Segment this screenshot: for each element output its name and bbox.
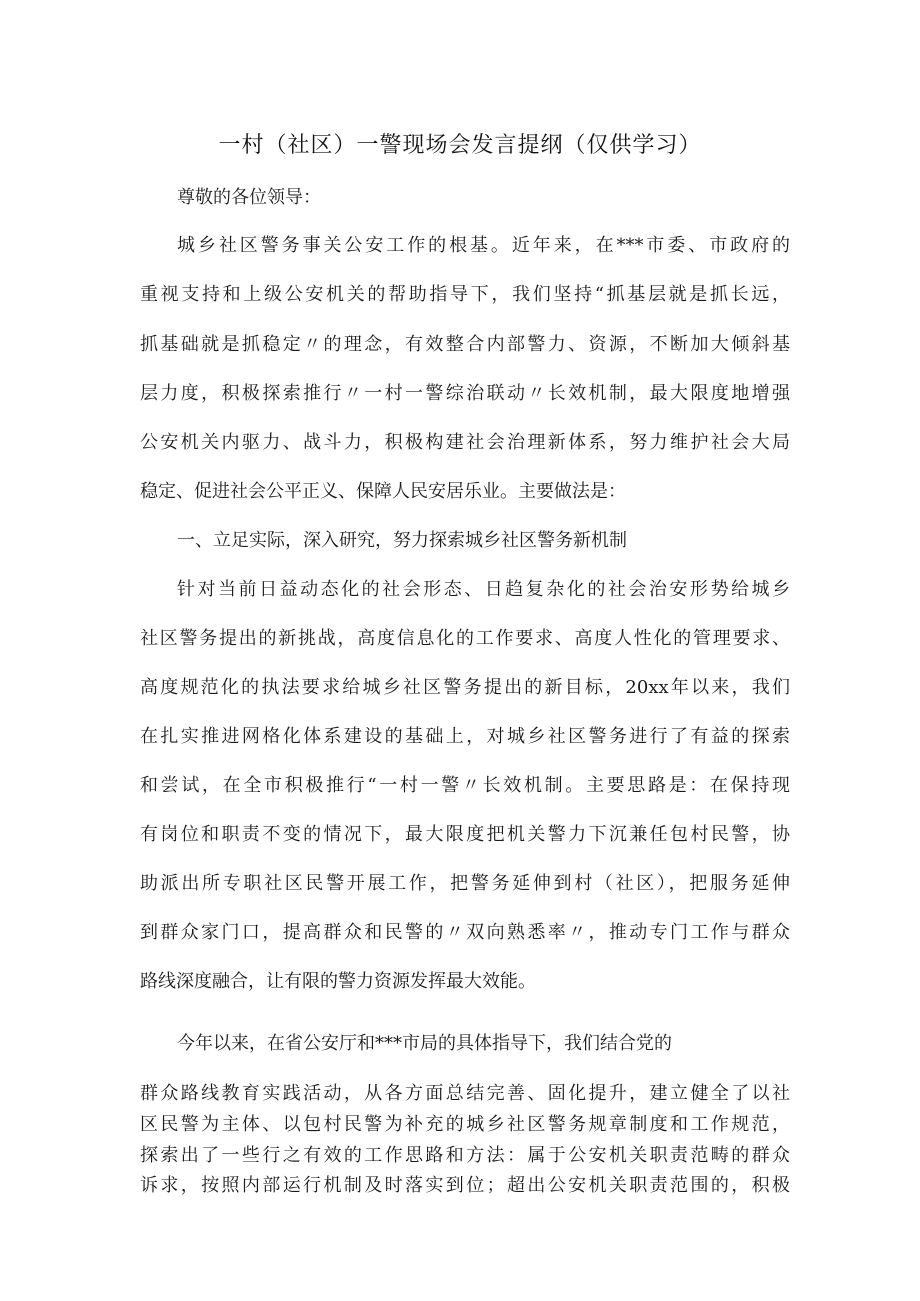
paragraph-3-line-4: 探索出了一些行之有效的工作思路和方法：属于公安机关职责范畴的群众 xyxy=(140,1145,790,1166)
salutation: 尊敬的各位领导： xyxy=(177,187,321,208)
paragraph-2-line-3: 高度规范化的执法要求给城乡社区警务提出的新目标，20xx年以来，我们 xyxy=(140,677,790,698)
section-heading-1: 一、立足实际，深入研究，努力探索城乡社区警务新机制 xyxy=(177,530,627,551)
paragraph-1-line-6: 稳定、促进社会公平正义、保障人民安居乐业。主要做法是： xyxy=(140,481,626,502)
paragraph-2-line-8: 到群众家门口，提高群众和民警的〃双向熟悉率〃，推动专门工作与群众 xyxy=(140,922,790,943)
paragraph-3-line-3: 区民警为主体、以包村民警为补充的城乡社区警务规章制度和工作规范， xyxy=(140,1114,790,1135)
paragraph-1-line-5: 公安机关内驱力、战斗力，积极构建社会治理新体系，努力维护社会大局 xyxy=(140,432,790,453)
paragraph-1-line-3: 抓基础就是抓稳定〃的理念，有效整合内部警力、资源，不断加大倾斜基 xyxy=(140,334,790,355)
paragraph-2-line-6: 有岗位和职责不变的情况下，最大限度把机关警力下沉兼任包村民警，协 xyxy=(140,824,790,845)
document-title: 一村（社区）一警现场会发言提纲（仅供学习） xyxy=(218,133,702,158)
paragraph-2-line-4: 在扎实推进网格化体系建设的基础上，对城乡社区警务进行了有益的探索 xyxy=(140,726,790,747)
paragraph-2-line-9: 路线深度融合，让有限的警力资源发挥最大效能。 xyxy=(140,971,536,992)
paragraph-3-line-5: 诉求，按照内部运行机制及时落实到位；超出公安机关职责范围的，积极 xyxy=(140,1175,790,1196)
paragraph-1-line-1: 城乡社区警务事关公安工作的根基。近年来，在***市委、市政府的 xyxy=(177,235,790,256)
paragraph-2-line-5: 和尝试，在全市积极推行“一村一警〃长效机制。主要思路是：在保持现 xyxy=(140,775,790,796)
paragraph-3-line-2: 群众路线教育实践活动，从各方面总结完善、固化提升，建立健全了以社 xyxy=(140,1083,790,1104)
paragraph-1-line-4: 层力度，积极探索推行〃一村一警综治联动〃长效机制，最大限度地增强 xyxy=(140,383,790,404)
paragraph-3-line-1: 今年以来，在省公安厅和***市局的具体指导下，我们结合党的 xyxy=(177,1033,672,1054)
paragraph-2-line-7: 助派出所专职社区民警开展工作，把警务延伸到村（社区），把服务延伸 xyxy=(140,873,790,894)
paragraph-2-line-2: 社区警务提出的新挑战，高度信息化的工作要求、高度人性化的管理要求、 xyxy=(140,628,790,649)
paragraph-1-line-2: 重视支持和上级公安机关的帮助指导下，我们坚持“抓基层就是抓长远， xyxy=(140,284,790,305)
paragraph-2-line-1: 针对当前日益动态化的社会形态、日趋复杂化的社会治安形势给城乡 xyxy=(177,579,790,600)
